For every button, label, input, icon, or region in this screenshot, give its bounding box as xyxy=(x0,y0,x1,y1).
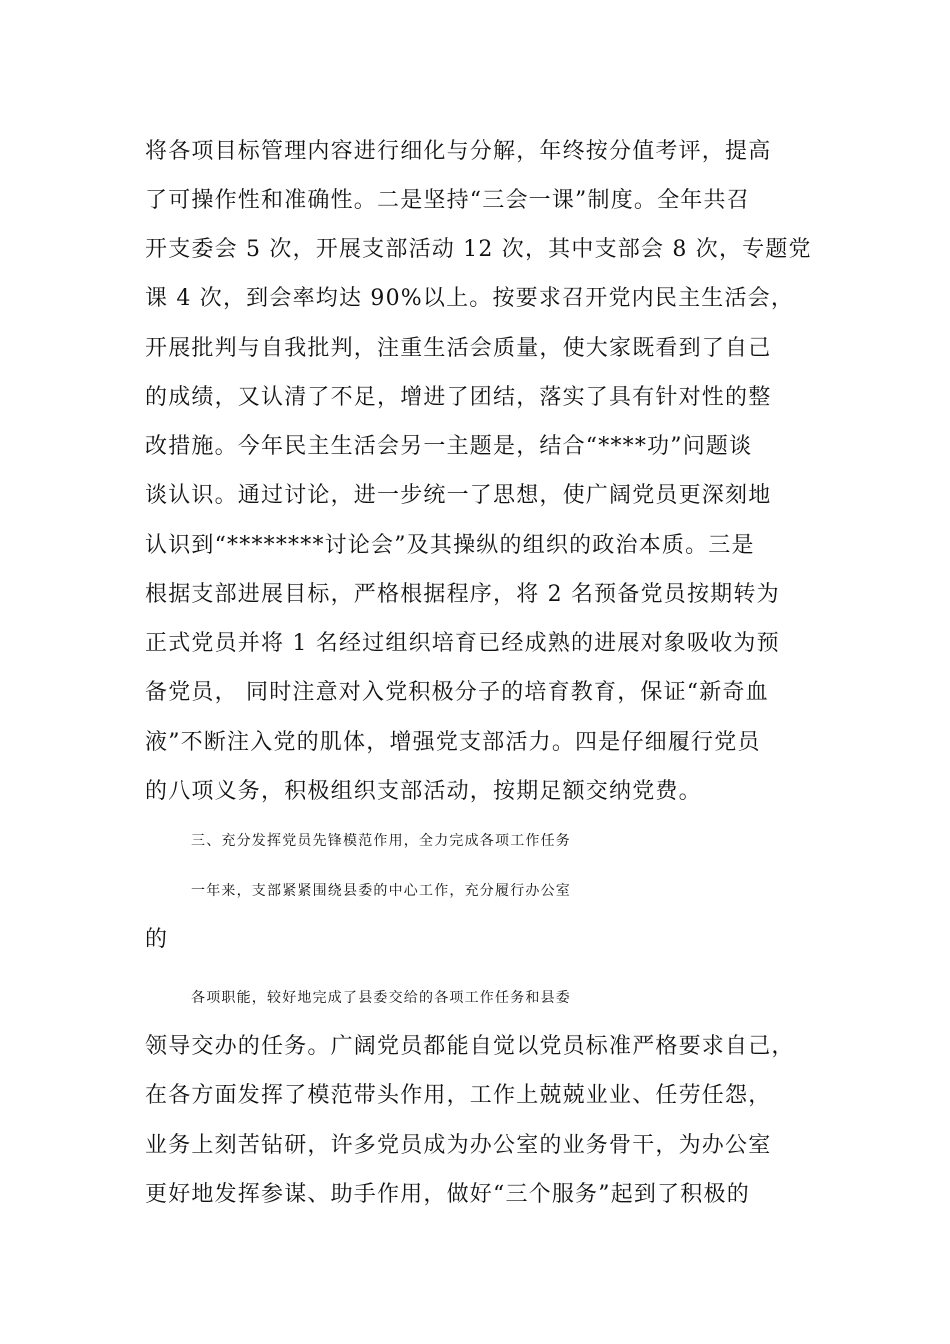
body-text-line: 开展批判与自我批判，注重生活会质量，使大家既看到了自己 xyxy=(145,336,772,361)
body-text-line: 了可操作性和准确性。二是坚持“三会一课”制度。全年共召 xyxy=(145,188,750,213)
body-text-line: 正式党员并将 1 名经过组织培育已经成熟的进展对象吸收为预 xyxy=(145,631,780,656)
body-text-line: 液”不断注入党的肌体，增强党支部活力。四是仔细履行党员 xyxy=(145,730,761,755)
body-text-line: 将各项目标管理内容进行细化与分解，年终按分值考评，提高 xyxy=(145,139,772,164)
body-text-line: 认识到“********讨论会”及其操纵的组织的政治本质。三是 xyxy=(145,533,755,558)
body-text-line: 备党员， 同时注意对入党积极分子的培育教育，保证“新奇血 xyxy=(145,680,769,705)
body-text-line: 的八项义务，积极组织支部活动，按期足额交纳党费。 xyxy=(145,779,702,804)
body-text-line: 课 4 次，到会率均达 90%以上。按要求召开党内民主生活会， xyxy=(145,286,795,311)
body-text-line: 的 xyxy=(145,927,169,952)
body-text-line: 改措施。今年民主生活会另一主题是，结合“****功”问题谈 xyxy=(145,434,753,459)
body-text-line: 开支委会 5 次，开展支部活动 12 次，其中支部会 8 次，专题党 xyxy=(145,237,812,262)
body-text-line: 在各方面发挥了模范带头作用，工作上兢兢业业、任劳任怨， xyxy=(145,1083,772,1108)
body-text-line: 的成绩，又认清了不足，增进了团结，落实了具有针对性的整 xyxy=(145,385,772,410)
body-text-line: 谈认识。通过讨论，进一步统一了思想，使广阔党员更深刻地 xyxy=(145,483,772,508)
body-text-line: 业务上刻苦钻研，许多党员成为办公室的业务骨干，为办公室 xyxy=(145,1133,772,1158)
body-text-line: 各项职能，较好地完成了县委交给的各项工作任务和县委 xyxy=(191,990,571,1006)
body-text-line: 一年来，支部紧紧围绕县委的中心工作，充分履行办公室 xyxy=(191,883,571,899)
section-heading: 三、充分发挥党员先锋模范作用，全力完成各项工作任务 xyxy=(191,833,571,849)
body-text-line: 领导交办的任务。广阔党员都能自觉以党员标准严格要求自己， xyxy=(145,1034,795,1059)
body-text-line: 根据支部进展目标，严格根据程序，将 2 名预备党员按期转为 xyxy=(145,582,780,607)
body-text-line: 更好地发挥参谋、助手作用，做好“三个服务”起到了积极的 xyxy=(145,1182,750,1207)
